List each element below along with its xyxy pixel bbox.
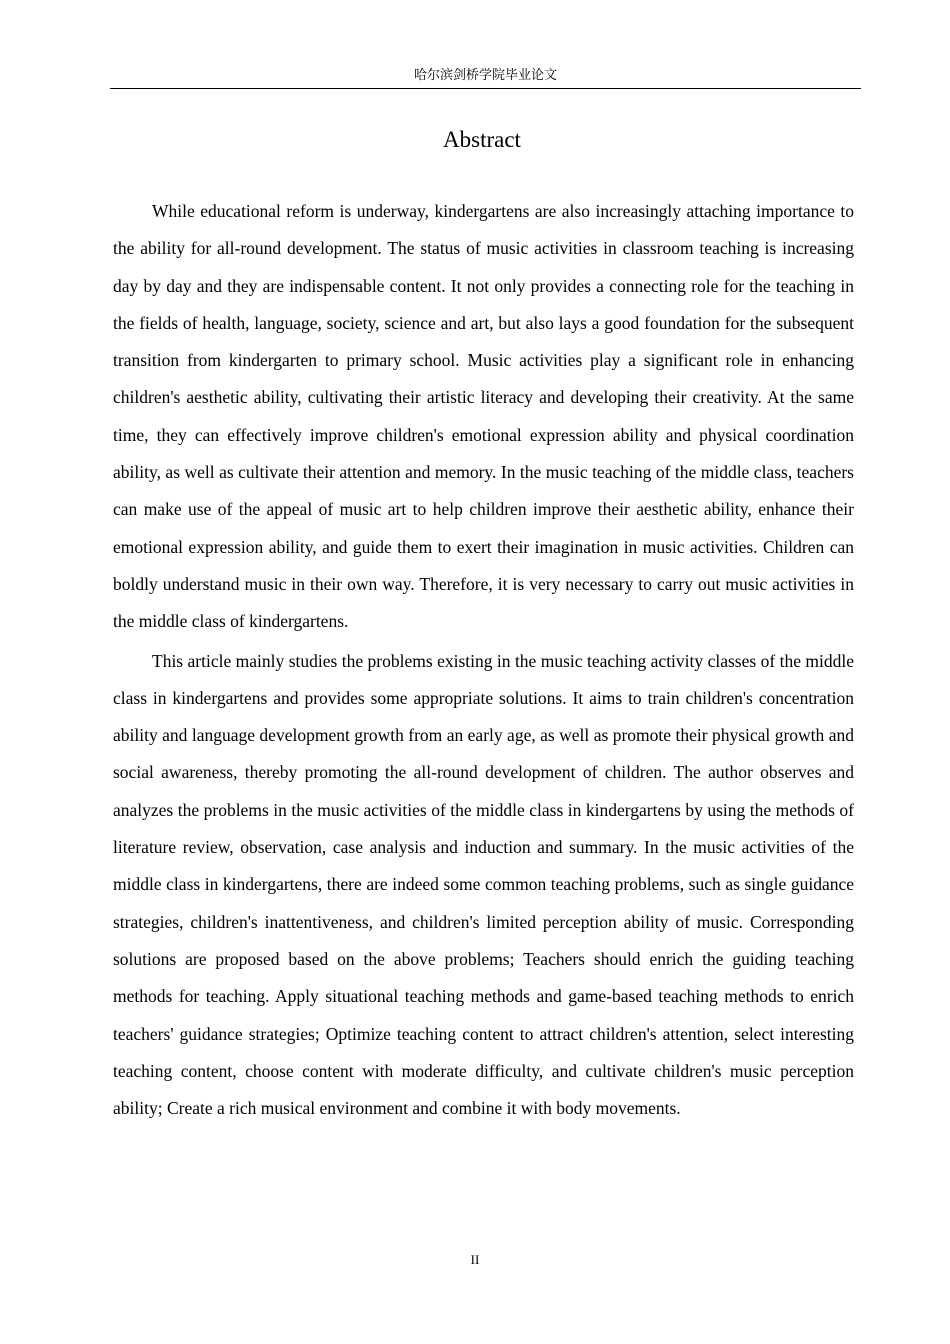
- page-title: Abstract: [443, 127, 521, 152]
- abstract-body: [113, 193, 854, 1129]
- abstract-paragraph-1: While educational reform is underway, kindergartens are also increasingly attaching importance to the ability for all-round development. The status of music activities in classroom teaching is increasing day by day and they are indispensable content. It not only provides a connecting role for the teaching in the fields of health, language, society, science and art, but also lays a good foundation for the subsequent transition from kindergarten to primary school. Music activities play a significant role in enhancing children's aesthetic ability, cultivating their artistic literacy and developing their creativity. At the same time, they can effectively improve children's emotional expression ability and physical coordination ability, as well as cultivate their attention and memory. In the music teaching of the middle class, teachers can make use of the appeal of music art to help children improve their aesthetic ability, enhance their emotional expression ability, and guide them to exert their imagination in music activities. Children can boldly understand music in their own way. Therefore, it is very necessary to carry out music activities in the middle class of kindergartens.: [113, 201, 854, 632]
- page-header: [110, 66, 861, 89]
- abstract-paragraph-2: This article mainly studies the problems existing in the music teaching activity classes of the middle class in kindergartens and provides some appropriate solutions. It aims to train children's concentration ability and language development growth from an early age, as well as promote their physical growth and social awareness, thereby promoting the all-round development of children. The author observes and analyzes the problems in the music activities of the middle class in kindergartens by using the methods of literature review, observation, case analysis and induction and summary. In the music activities of the middle class in kindergartens, there are indeed some common teaching problems, such as single guidance strategies, children's inattentiveness, and children's limited perception ability of music. Corresponding solutions are proposed based on the above problems; Teachers should enrich the guiding teaching methods for teaching. Apply situational teaching methods and game-based teaching methods to enrich teachers' guidance strategies; Optimize teaching content to attract children's attention, select interesting teaching content, choose content with moderate difficulty, and cultivate children's music perception ability; Create a rich musical environment and combine it with body movements.: [113, 650, 854, 1119]
- header-title: 哈尔滨剑桥学院毕业论文: [413, 68, 557, 83]
- page-number: II: [470, 1252, 480, 1267]
